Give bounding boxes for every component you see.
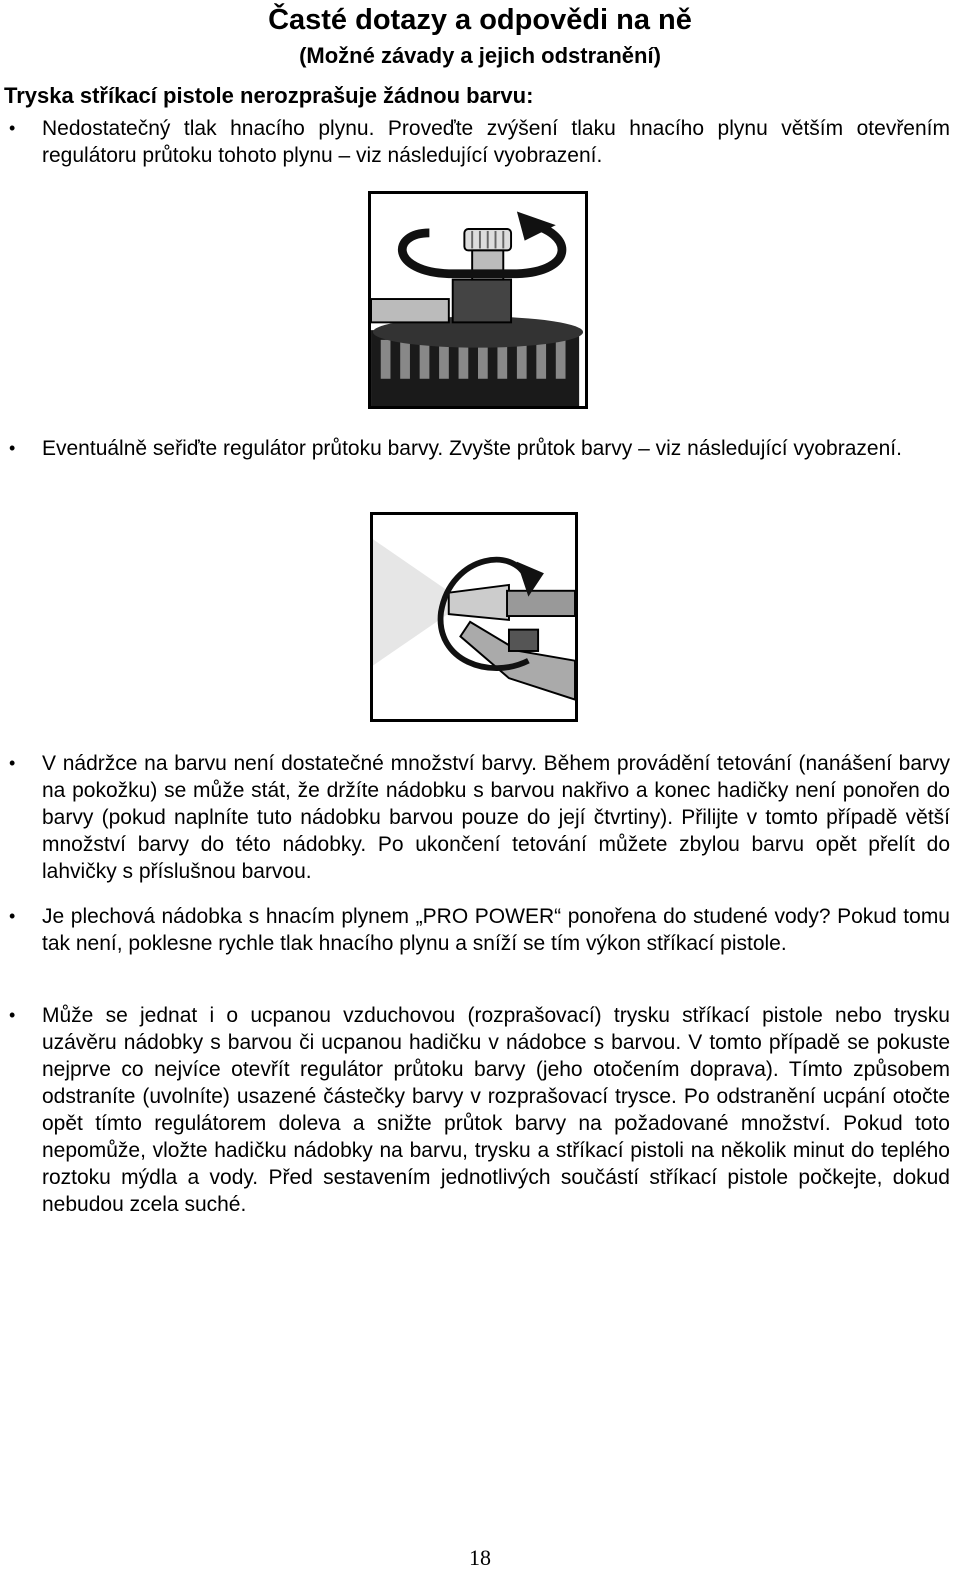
bullet-icon: • bbox=[9, 1005, 16, 1025]
bullet-item-gas-can bbox=[9, 903, 950, 957]
bullet-text: Je plechová nádobka s hnacím plynem „PRO POWER“ ponořena do studené vody? Pokud tomu tak není, poklesne rychle tlak hnacího plynu a sníží se tím výkon stříkací pistole. bbox=[42, 905, 950, 955]
bullet-item-gas-pressure bbox=[9, 115, 950, 169]
bullet-item-paint-regulator bbox=[9, 435, 950, 462]
gas-flow-regulator-rotation-icon bbox=[371, 194, 585, 406]
gas-regulator-figure bbox=[368, 191, 588, 409]
section-heading: Tryska stříkací pistole nerozprašuje žádnou barvu: bbox=[4, 83, 534, 108]
bullet-text: Nedostatečný tlak hnacího plynu. Proveďte zvýšení tlaku hnacího plynu větším otevřením regulátoru průtoku tohoto plynu – viz následující vyobrazení. bbox=[42, 117, 950, 167]
paint-flow-regulator-rotation-icon bbox=[373, 515, 575, 719]
bullet-icon: • bbox=[9, 438, 16, 458]
bullet-item-paint-level bbox=[9, 750, 950, 885]
bullet-icon: • bbox=[9, 118, 16, 138]
bullet-text: Může se jednat i o ucpanou vzduchovou (rozprašovací) trysku stříkací pistole nebo trysku uzávěru nádobky s barvou či ucpanou hadičku v nádobce s barvou. V tomto případě se pokuste nejprve co nejvíce otevřít regulátor průtoku barvy (jeho otočením doprava). Tímto způsobem odstraníte (uvolníte) usazené částečky barvy v rozprašovací trysce. Po odstranění ucpání otočte opět tímto regulátorem doleva a snižte průtok barvy na požadované množství. Pokud toto nepomůže, vložte hadičku nádobky na barvu, trysku a stříkací pistoli na několik minut do teplého roztoku mýdla a vody. Před sestavením jednotlivých součástí stříkací pistole počkejte, dokud nebudou zcela suché. bbox=[42, 1004, 950, 1216]
page-title: Časté dotazy a odpovědi na ně bbox=[268, 4, 692, 36]
bullet-text: Eventuálně seřiďte regulátor průtoku barvy. Zvyšte průtok barvy – viz následující vyobrazení. bbox=[42, 437, 902, 460]
page-number: 18 bbox=[469, 1545, 491, 1570]
bullet-icon: • bbox=[9, 753, 16, 773]
page-subtitle: (Možné závady a jejich odstranění) bbox=[299, 43, 661, 68]
bullet-icon: • bbox=[9, 906, 16, 926]
bullet-text: V nádržce na barvu není dostatečné množství barvy. Během provádění tetování (nanášení barvy na pokožku) se může stát, že držíte nádobku s barvou nakřivo a konec hadičky není ponořen do barvy (pokud naplníte tuto nádobku barvou pouze do její čtvrtiny). Přilijte v tomto případě větší množství barvy do této nádobky. Po ukončení tetování můžete zbylou barvu opět přelít do lahvičky s příslušnou barvou. bbox=[42, 752, 950, 883]
paint-regulator-figure bbox=[370, 512, 578, 722]
bullet-item-clogged-nozzle bbox=[9, 1002, 950, 1218]
